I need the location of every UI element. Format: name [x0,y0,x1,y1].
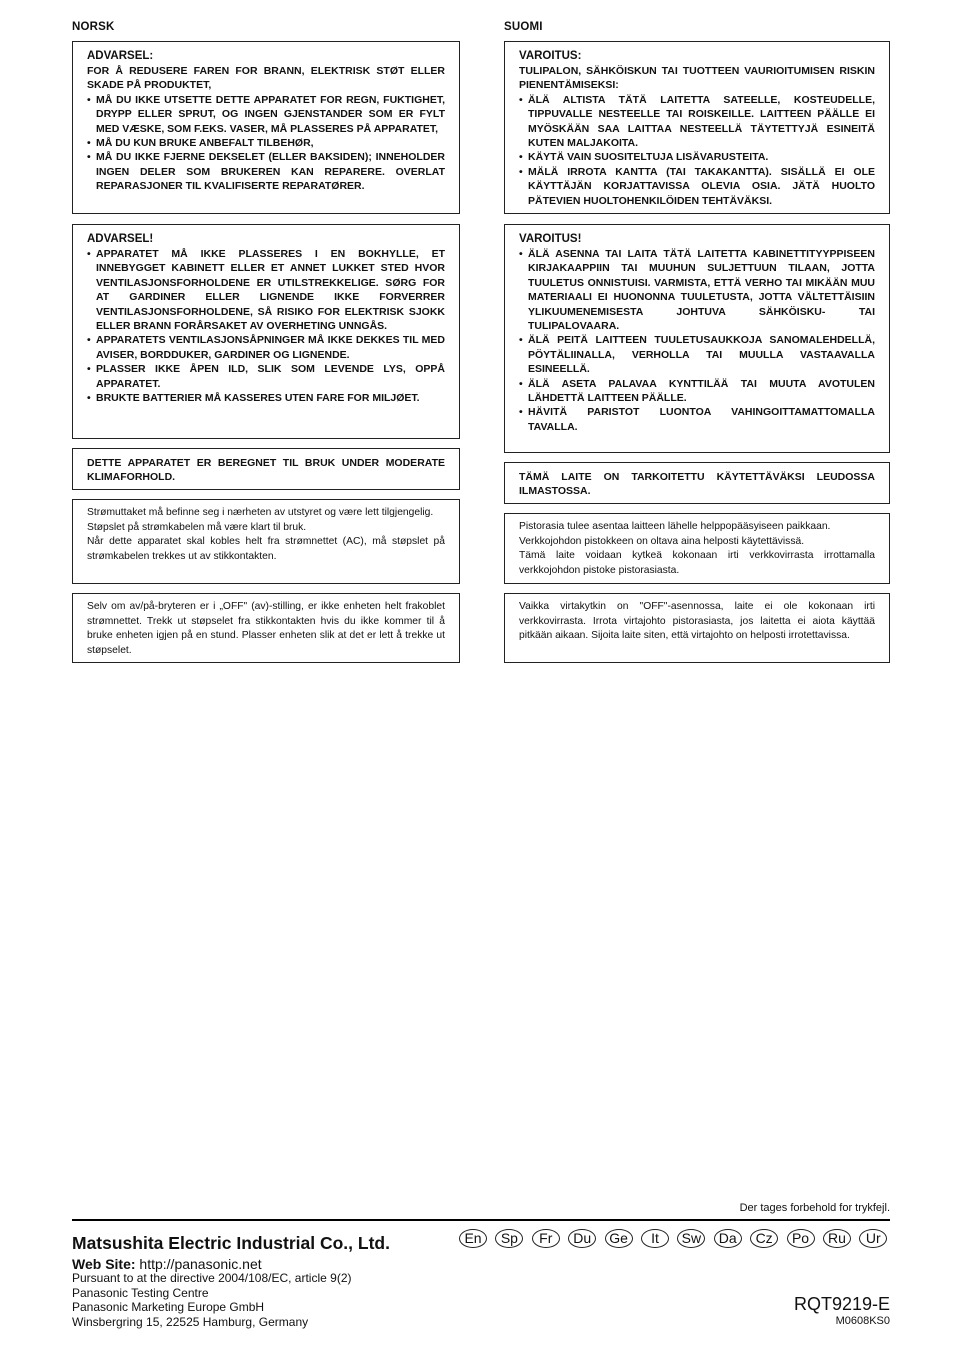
list-item: • MÅ DU IKKE FJERNE DEKSELET (ELLER BAKSIDEN); INNEHOLDER INGEN DELER SOM BRUKEREN KAN REPARERE. OVERLAT REPARASJONER TIL KVALIFISERTE REPARATØRER. [87,150,445,193]
address-block [72,1271,352,1329]
norsk-climate-text: DETTE APPARATET ER BEREGNET TIL BRUK UNDER MODERATE KLIMAFORHOLD. [87,457,445,484]
suomi-warning-2-title: VAROITUS! [519,233,582,245]
norsk-switch-box [72,593,460,663]
language-code-badge: Fr [532,1229,560,1248]
norsk-warning-2-title: ADVARSEL! [87,233,154,245]
norsk-socket-line: Strømuttaket må befinne seg i nærheten av utstyret og være lett tilgjengelig. [87,507,434,518]
website-label: Web Site: [72,1256,136,1272]
address-line: Pursuant to at the directive 2004/108/EC, article 9(2) [72,1271,352,1285]
list-item: • MÄLÄ IRROTA KANTTA (TAI TAKAKANTTA). SISÄLLÄ EI OLE KÄYTTÄJÄN KORJATTAVISSA OLEVIA OSIA. JÄTÄ HUOLTO PÄTEVIEN HUOLTOHENKILÖIDEN TEHTÄVÄKSI. [519,165,875,208]
norsk-switch-text: Selv om av/på-bryteren er i „OFF" (av)-stilling, er ikke enheten helt frakoblet strømnettet. Trekk ut støpselet fra stikkontakten hvis du ikke kommer til å bruke enheten igjen på en stund. Plasser enheten slik at det er lett å trekke ut støpselet. [87,601,445,656]
language-code-badge: Sw [677,1229,705,1248]
website-link[interactable]: http://panasonic.net [139,1256,262,1272]
suomi-socket-line: Tämä laite voidaan kytkeä kokonaan irti verkkovirrasta irrottamalla verkkojohdon pistoke pistorasiasta. [519,550,875,576]
suomi-climate-text: TÄMÄ LAITE ON TARKOITETTU KÄYTETTÄVÄKSI LEUDOSSA ILMASTOSSA. [519,471,875,498]
language-code-badge: Po [787,1229,815,1248]
list-item: • ÄLÄ ALTISTA TÄTÄ LAITETTA SATEELLE, KOSTEUDELLE, TIPPUVALLE NESTEELLE TAI ROISKEILLE. LAITTEEN PÄÄLLE EI MYÖSKÄÄN SAA LAITTAA NESTEELLÄ TÄYTETTYJÄ ESINEITÄ KUTEN MALJAKOITA. [519,93,875,151]
model-number: RQT9219-E [793,1294,890,1314]
suomi-warning-box-1 [504,41,890,214]
suomi-heading: SUOMI [504,21,543,33]
suomi-warning-1-list [519,93,875,208]
suomi-warning-1-title: VAROITUS: [519,50,582,62]
print-code: M0608KS0 [835,1315,890,1327]
suomi-socket-line: Pistorasia tulee asentaa laitteen lähelle helppopääsyiseen paikkaan. [519,521,831,532]
list-item: • APPARATETS VENTILASJONSÅPNINGER MÅ IKKE DEKKES TIL MED AVISER, BORDDUKER, GARDINER OG LIGNENDE. [87,333,445,362]
norsk-socket-line: Støpslet på strømkabelen må være klart til bruk. [87,521,307,533]
norsk-warning-1-intro: FOR Å REDUSERE FAREN FOR BRANN, ELEKTRISK STØT ELLER SKADE PÅ PRODUKTET, [87,65,445,92]
misprint-note: Der tages forbehold for trykfejl. [739,1202,890,1214]
footer-divider [72,1219,890,1221]
suomi-socket-line: Verkkojohdon pistokkeen on oltava aina helposti käytettävissä. [519,535,805,547]
language-code-badge: Sp [495,1229,523,1248]
norsk-warning-2-list [87,247,445,405]
list-item: • MÅ DU IKKE UTSETTE DETTE APPARATET FOR REGN, FUKTIGHET, DRYPP ELLER SPRUT, OG INGEN GJENSTANDER SOM ER FYLT MED VÆSKE, SOM F.EKS. VASER, MÅ PLASSERES PÅ APPARATET, [87,93,445,136]
suomi-climate-box [504,462,890,504]
suomi-switch-box [504,593,890,663]
list-item: • APPARATET MÅ IKKE PLASSERES I EN BOKHYLLE, ET INNEBYGGET KABINETT ELLER ET ANNET LUKKET STED HVOR VENTILASJONSFORHOLDENE ER UTILSTREKKELIGE. SØRG FOR AT GARDINER ELLER LIGNENDE IKKE FORVERRER VENTILASJONSFORHOLDENE, SÅ RISIKO FOR ELEKTRISK SJOKK ELLER BRANN FORÅRSAKET AV OVERHETING UNNGÅS. [87,247,445,333]
norsk-heading: NORSK [72,21,115,33]
address-line: Winsbergring 15, 22525 Hamburg, Germany [72,1314,309,1329]
suomi-warning-2-list [519,247,875,434]
norsk-socket-box [72,499,460,584]
suomi-warning-1-intro: TULIPALON, SÄHKÖISKUN TAI TUOTTEEN VAURIOITUMISEN RISKIN PIENENTÄMISEKSI: [519,65,875,92]
language-code-badge: En [459,1229,487,1248]
list-item: • ÄLÄ PEITÄ LAITTEEN TUULETUSAUKKOJA SANOMALEHDELLÄ, PÖYTÄLIINALLA, VERHOLLA TAI MUULLA VASTAAVALLA ESINEELLÄ. [519,333,875,376]
language-code-badge: Ge [605,1229,633,1248]
list-item: • HÄVITÄ PARISTOT LUONTOA VAHINGOITTAMATTOMALLA TAVALLA. [519,405,875,434]
norsk-warning-box-2 [72,224,460,439]
norsk-warning-box-1 [72,41,460,214]
suomi-warning-box-2 [504,224,890,453]
language-code-badge: Ru [823,1229,851,1248]
company-name: Matsushita Electric Industrial Co., Ltd. [72,1233,390,1253]
language-code-badge: Ur [859,1229,887,1248]
suomi-socket-box [504,513,890,584]
norsk-warning-1-title: ADVARSEL: [87,50,154,62]
address-line: Panasonic Marketing Europe GmbH [72,1300,265,1315]
norsk-climate-box [72,448,460,490]
list-item: • KÄYTÄ VAIN SUOSITELTUJA LISÄVARUSTEITA. [519,150,875,164]
website-line [72,1256,262,1272]
list-item: • BRUKTE BATTERIER MÅ KASSERES UTEN FARE FOR MILJØET. [87,391,445,405]
list-item: • ÄLÄ ASETA PALAVAA KYNTTILÄÄ TAI MUUTA AVOTULEN LÄHDETTÄ LAITTEEN PÄÄLLE. [519,377,875,406]
list-item: • ÄLÄ ASENNA TAI LAITA TÄTÄ LAITETTA KABINETTITYYPPISEEN KIRJAKAAPPIIN TAI MUUHUN SULJETTUUN TILAAN, JOTTA TUULETUS ONNISTUISI. VARMISTA, ETTÄ VERHO TAI MIKÄÄN MUU MATERIAALI EI HUONONNA TUULETUSTA, JOTTA VÄLTETTÄISIIN YLIKUUMENEMISESTA JOHTUVA SÄHKÖISKU- TAI TULIPALOVAARA. [519,247,875,333]
list-item: • PLASSER IKKE ÅPEN ILD, SLIK SOM LEVENDE LYS, OPPÅ APPARATET. [87,362,445,391]
norsk-socket-line: Når dette apparatet skal kobles helt fra strømnettet (AC), må støpslet på strømkabelen trekkes ut av stikkontakten. [87,536,445,562]
language-code-badge: Da [714,1229,742,1248]
language-code-badge: Du [568,1229,596,1248]
address-line: Panasonic Testing Centre [72,1285,209,1300]
language-code-list [459,1229,896,1248]
suomi-switch-text: Vaikka virtakytkin on "OFF"-asennossa, laite ei ole kokonaan irti verkkovirrasta. Irrota virtajohto pistorasiasta, jos laitetta ei aiota käyttää pitkään aikaan. Sijoita laite siten, että virtajohto on helposti irrotettavissa. [519,601,875,642]
norsk-warning-1-list [87,93,445,194]
list-item: • MÅ DU KUN BRUKE ANBEFALT TILBEHØR, [87,136,445,150]
language-code-badge: Cz [750,1229,778,1248]
language-code-badge: It [641,1229,669,1248]
